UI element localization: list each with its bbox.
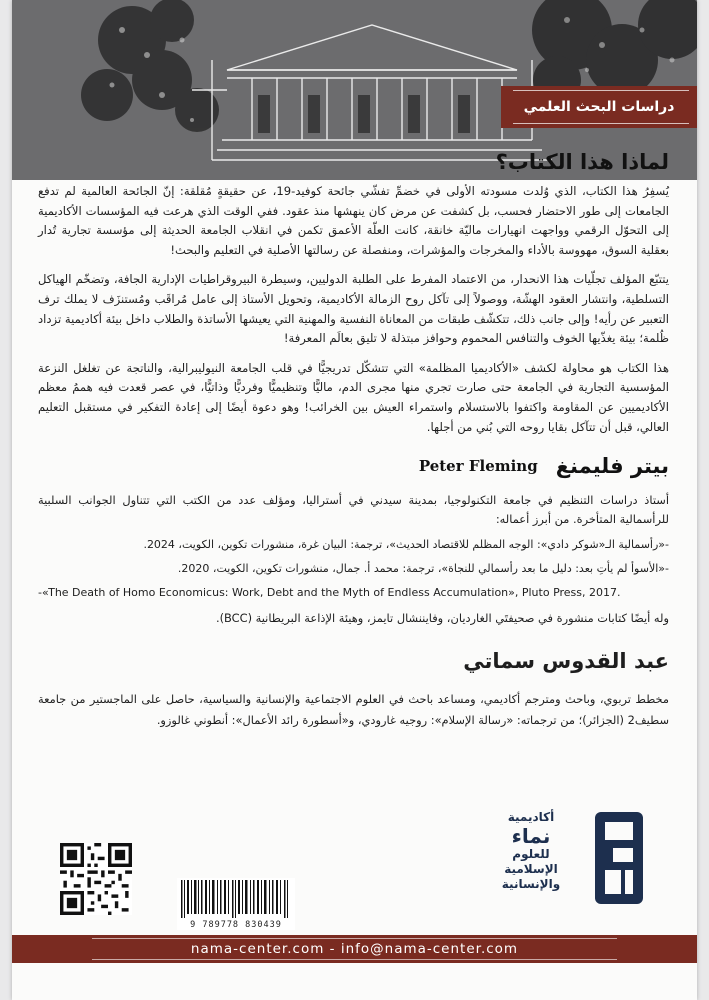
translator-name: عبد القدوس سماتي (463, 649, 669, 674)
publisher-line-1: أكاديمية (507, 810, 555, 824)
isbn-barcode (177, 878, 295, 930)
footer-contact: nama-center.com - info@nama-center.com (190, 941, 519, 957)
publisher-line-5: والإنسانية (501, 877, 561, 891)
footer-bar (12, 935, 697, 963)
footer-rule-top (92, 938, 617, 939)
publisher-line-2: نماء (511, 824, 551, 848)
author-bio: أستاذ دراسات التنظيم في جامعة التكنولوجيا، بمدينة سيدني في أستراليا، ومؤلف عدد من الكتب التي تتناول الجوانب السلبية للرأسمالية المتأخرة. من أبرز أعماله: (38, 493, 669, 527)
publisher-block (485, 808, 645, 913)
work-item: -«الأسوأ لم يأتِ بعد: دليل ما بعد رأسمالي للنجاة»، ترجمة: محمد أ. جمال، منشورات تكوين، الكويت، 2020. (177, 562, 669, 576)
blurb-paragraph-1: يُسفِرُ هذا الكتاب، الذي وُلدت مسودته الأولى في خضمِّ تفشّي جائحة كوفيد-19، عن حقيقةٍ مُقلقة: إنّ الجائحة العالمية لم تدفع الجامعات إلى طور الاحتضار فحسب، بل كشفت عن مرض كان ينهشها منذ عقود. ففي الوقت الذي هرعت فيه المؤسسات الأكاديمية إلى التحوّل الرقمي وواجهت انهيارات ماليّة خانقة، كانت العلّة الأعمق تكمن في انقلاب الجامعة الحديثة إلى مؤسسة تجارية تُدار بعقلية السوق، مهووسة بالأداء والمخرجات والمؤشرات، ومنفصلة عن رسالتها الأصلية في التعليم والبحث! (38, 184, 670, 257)
publisher-line-4: الإسلامية (504, 862, 558, 876)
blurb-paragraph-2: يتتبّع المؤلف تجلّيات هذا الانحدار، من الاعتماد المفرط على الطلبة الدوليين، وسيطرة البيروقراطيات الإدارية الجافة، وتضخّم الهياكل التسلطية، وانتشار العقود الهشّة، ووصولاً إلى تآكل روح الزمالة الأكاديمية، وتحويل الأستاذ إلى عامل مُراقَب ومُستنزَف لا يملك ترف التعبير عن رأيه! وإلى جانب ذلك، تتكشّف طبقات من المعاناة النفسية والمهنية التي يعيشها الأساتذة والطلاب داخل بيئة أكاديمية تزداد ظُلمة؛ بيئة يغذّيها الخوف والتنافس المحموم وحوافز مبتذلة لا تليق بعالَم المعرفة! (38, 272, 669, 346)
author-name-english: Peter Fleming (418, 457, 538, 476)
qr-code (60, 843, 132, 915)
badge-rule-top (513, 90, 689, 91)
footer-rule-bottom (92, 959, 617, 960)
back-cover-text (38, 142, 669, 731)
author-name-arabic: بيتر فليمنغ (555, 454, 669, 479)
author-heading (38, 447, 669, 485)
isbn-number: 9 789778 830439 (190, 920, 282, 930)
publisher-name (483, 810, 579, 892)
translator-bio: مخطط تربوي، وباحث ومترجم أكاديمي، ومساعد باحث في العلوم الاجتماعية والإنسانية والسياسية، حاصل على الماجستير من جامعة سطيف2 (الجزائر)؛ من ترجماته: «رسالة الإسلام»: روجيه غارودي، و«أسطورة رائد الأعمال»: أنطوني غالوزو. (38, 692, 669, 728)
author-other-writings: وله أيضًا كتابات منشورة في صحيفتَي الغارديان، وفايننشال تايمز، وهيئة الإذاعة البريطانية (BCC). (215, 611, 669, 626)
publisher-line-3: للعلوم (512, 847, 550, 861)
publisher-logo-icon (593, 808, 645, 908)
work-item: -«رأسمالية الـ«شوكر دادي»: الوجه المظلم للاقتصاد الحديث»، ترجمة: البيان غرة، منشورات تكوين، الكويت، 2024. (143, 538, 669, 552)
author-works-list (38, 533, 669, 605)
work-item: -«The Death of Homo Economicus: Work, Debt and the Myth of Endless Accumulation», Pluto Press, 2017. (38, 586, 621, 600)
barcode-bars (177, 878, 295, 918)
back-cover (12, 0, 697, 1000)
series-label: دراسات البحث العلمي (523, 99, 675, 115)
series-badge (501, 86, 697, 128)
section-title: لماذا هذا الكتاب؟ (495, 150, 669, 174)
badge-rule-bottom (513, 123, 689, 124)
blurb-paragraph-3: هذا الكتاب هو محاولة لكشف «الأكاديميا المظلمة» التي تتشكّل تدريجيًّا في قلب الجامعة النيوليبرالية، والناتجة عن تغلغل النزعة المؤسسية التجارية في الجامعة حتى صارت تجري منها مجرى الدم، ماليًّا وتنظيميًّا وفرديًّا وذاتيًّا، في عصر قعدت فيه هممُ معظم الأكاديميين عن المقاومة واكتفوا بالاستسلام واستمراء العيش بين الخرائب! وهو دعوة أيضًا إلى إعادة التفكير في مستقبل التعليم العالي، قبل أن تتآكل بقايا روحه التي بُني من أجلها. (38, 360, 669, 434)
